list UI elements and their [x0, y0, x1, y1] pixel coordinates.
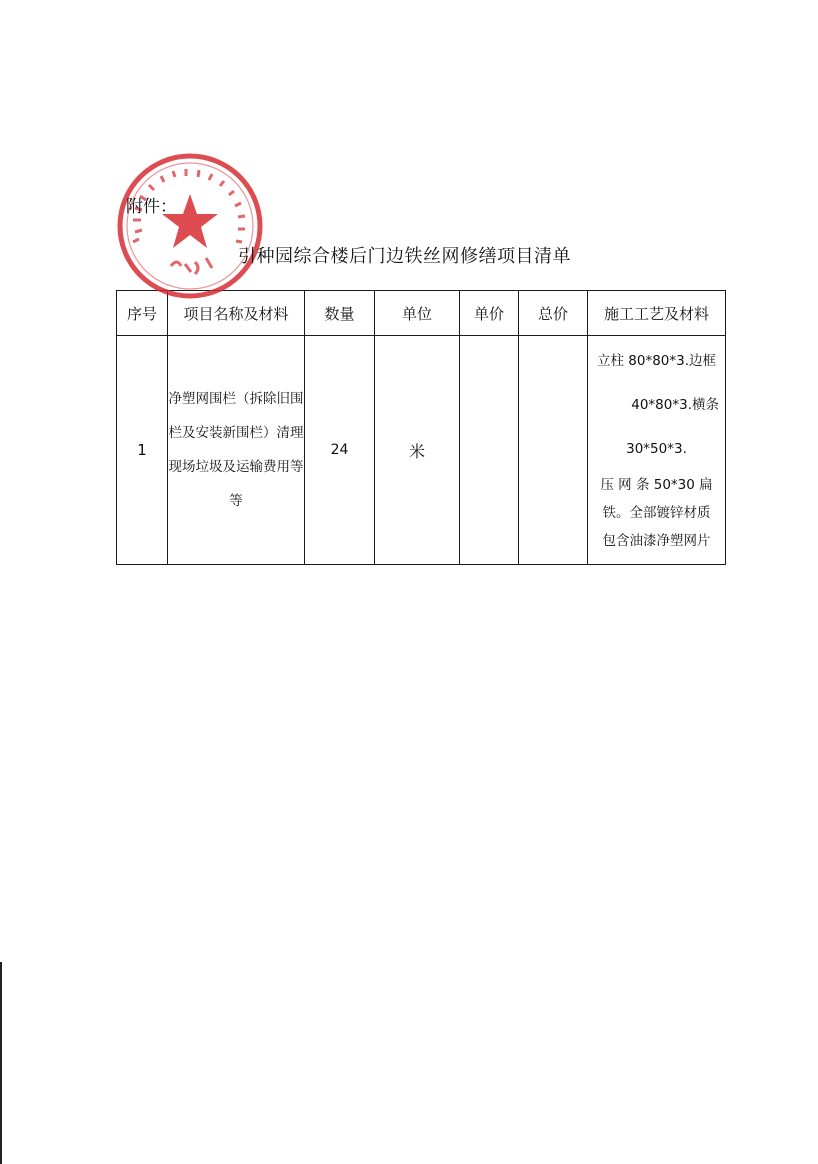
cell-quantity: 24 — [305, 336, 375, 565]
craft-line: 立柱 80*80*3.边框 — [596, 353, 717, 369]
cell-unit: 米 — [375, 336, 460, 565]
cell-craft — [588, 336, 726, 565]
craft-line: 30*50*3. — [626, 441, 687, 457]
craft-line: 40*80*3.横条 — [631, 397, 719, 413]
header-total-price: 总价 — [519, 291, 588, 336]
cell-name: 净塑网围栏（拆除旧围栏及安装新围栏）清理现场垃圾及运输费用等等 — [168, 336, 305, 565]
craft-line: 包含油漆净塑网片 — [602, 533, 711, 549]
scan-edge-line — [0, 962, 2, 1164]
header-name: 项目名称及材料 — [168, 291, 305, 336]
craft-line: 铁。全部镀锌材质 — [602, 505, 711, 521]
cell-total-price — [519, 336, 588, 565]
cell-unit-price — [460, 336, 519, 565]
header-seq: 序号 — [117, 291, 168, 336]
attachment-label: 附件： — [126, 197, 177, 217]
header-craft: 施工工艺及材料 — [588, 291, 726, 336]
header-quantity: 数量 — [305, 291, 375, 336]
project-list-table — [116, 290, 726, 565]
table-row — [117, 336, 726, 565]
craft-line: 压 网 条 50*30 扁 — [600, 477, 713, 493]
document-title: 引种园综合楼后门边铁丝网修缮项目清单 — [238, 246, 571, 267]
cell-seq: 1 — [117, 336, 168, 565]
header-unit: 单位 — [375, 291, 460, 336]
header-unit-price: 单价 — [460, 291, 519, 336]
official-seal — [111, 150, 269, 302]
